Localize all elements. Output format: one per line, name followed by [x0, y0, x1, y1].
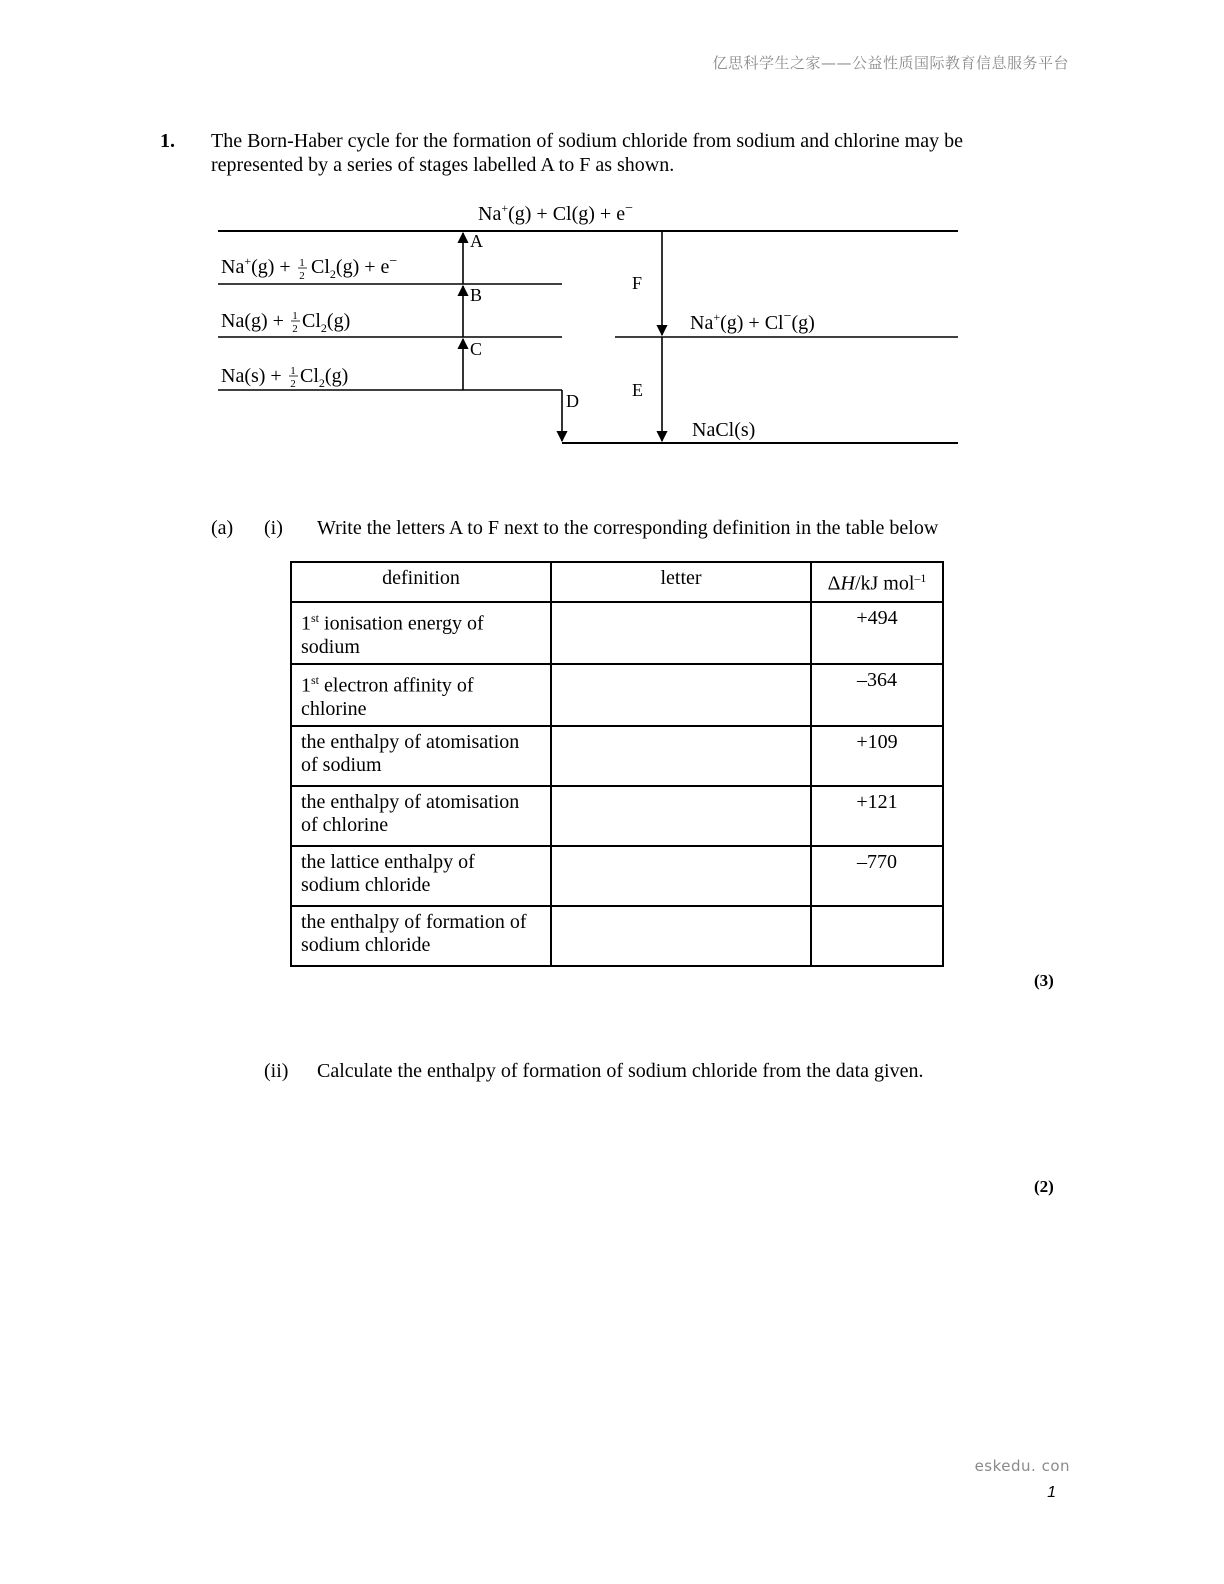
platform-header: 亿思科学生之家——公益性质国际教育信息服务平台	[712, 54, 1069, 72]
question-text-line-1: The Born-Haber cycle for the formation of sodium chloride from sodium and chlorine may be	[211, 130, 963, 152]
letter-answer-cell[interactable]	[551, 726, 811, 786]
stage-label-b: B	[470, 285, 483, 305]
half-fraction: 1	[290, 365, 296, 377]
table-row	[291, 906, 943, 966]
delta-h-value: –364	[811, 664, 943, 726]
table-row	[291, 726, 943, 786]
definitions-table	[290, 561, 944, 967]
level-label-third-tail: $Cl_2(g)$	[302, 310, 351, 335]
level-label-top: Na+(g) + Cl(g) + e−	[478, 201, 633, 225]
delta-h-value: +109	[811, 726, 943, 786]
delta-h-value: +121	[811, 786, 943, 846]
question-number: 1.	[160, 130, 175, 152]
definition-cell: 1st ionisation energy of sodium	[291, 602, 551, 664]
stage-label-f: F	[632, 273, 643, 293]
definition-cell: the lattice enthalpy of sodium chloride	[291, 846, 551, 906]
table-row	[291, 846, 943, 906]
footer-site: eskedu. con	[974, 1457, 1070, 1475]
half-fraction: 2	[290, 378, 296, 390]
stage-label-d: D	[566, 391, 579, 411]
definition-cell: the enthalpy of atomisation of chlorine	[291, 786, 551, 846]
delta-h-value	[811, 906, 943, 966]
part-a-i-instruction: Write the letters A to F next to the corresponding definition in the table below	[317, 517, 939, 539]
delta-h-value: +494	[811, 602, 943, 664]
part-a-ii-instruction: Calculate the enthalpy of formation of sodium chloride from the data given.	[317, 1060, 924, 1082]
stage-label-a: A	[470, 231, 483, 251]
half-fraction: 1	[299, 257, 305, 269]
table-header-row	[291, 562, 943, 602]
half-fraction: 2	[299, 270, 305, 282]
question-text-line-2: represented by a series of stages labelled A to F as shown.	[211, 154, 675, 176]
header-definition: definition	[291, 562, 551, 602]
definition-cell: the enthalpy of atomisation of sodium	[291, 726, 551, 786]
stage-label-c: C	[470, 339, 483, 359]
letter-answer-cell[interactable]	[551, 846, 811, 906]
part-a-i-label: (i)	[264, 517, 283, 539]
part-a-ii-label: (ii)	[264, 1060, 289, 1082]
marks-part-a-ii: (2)	[1034, 1177, 1054, 1196]
table-row	[291, 602, 943, 664]
level-label-fourth-tail: $Cl_2(g)$	[300, 365, 349, 390]
part-a-label: (a)	[211, 517, 234, 539]
question-text	[211, 129, 1011, 177]
half-fraction: 2	[292, 323, 298, 335]
level-label-nacl: NaCl(s)	[692, 419, 756, 441]
header-delta-h: ΔH/kJ mol$^{-1}$	[811, 562, 943, 602]
delta-h-value: –770	[811, 846, 943, 906]
stage-label-e: E	[632, 380, 643, 400]
definition-cell: 1st electron affinity of chlorine	[291, 664, 551, 726]
letter-answer-cell[interactable]	[551, 602, 811, 664]
table-row	[291, 786, 943, 846]
header-letter: letter	[551, 562, 811, 602]
level-label-na-g-half-cl2: Na(g) +	[221, 310, 284, 332]
marks-part-a-i: (3)	[1034, 971, 1054, 990]
level-label-na-ion-half-cl2: Na+(g) +	[221, 254, 291, 278]
page-number: 1	[1047, 1484, 1056, 1501]
born-haber-cycle-diagram	[0, 190, 1224, 460]
letter-answer-cell[interactable]	[551, 906, 811, 966]
letter-answer-cell[interactable]	[551, 786, 811, 846]
level-label-elements: Na(s) +	[221, 365, 282, 387]
definition-cell: the enthalpy of formation of sodium chloride	[291, 906, 551, 966]
level-label-ions: Na+(g) + Cl−(g)	[690, 309, 815, 334]
level-label-second-tail: $Cl_2(g) + e^-$	[311, 254, 398, 281]
half-fraction: 1	[292, 310, 298, 322]
letter-answer-cell[interactable]	[551, 664, 811, 726]
table-row	[291, 664, 943, 726]
